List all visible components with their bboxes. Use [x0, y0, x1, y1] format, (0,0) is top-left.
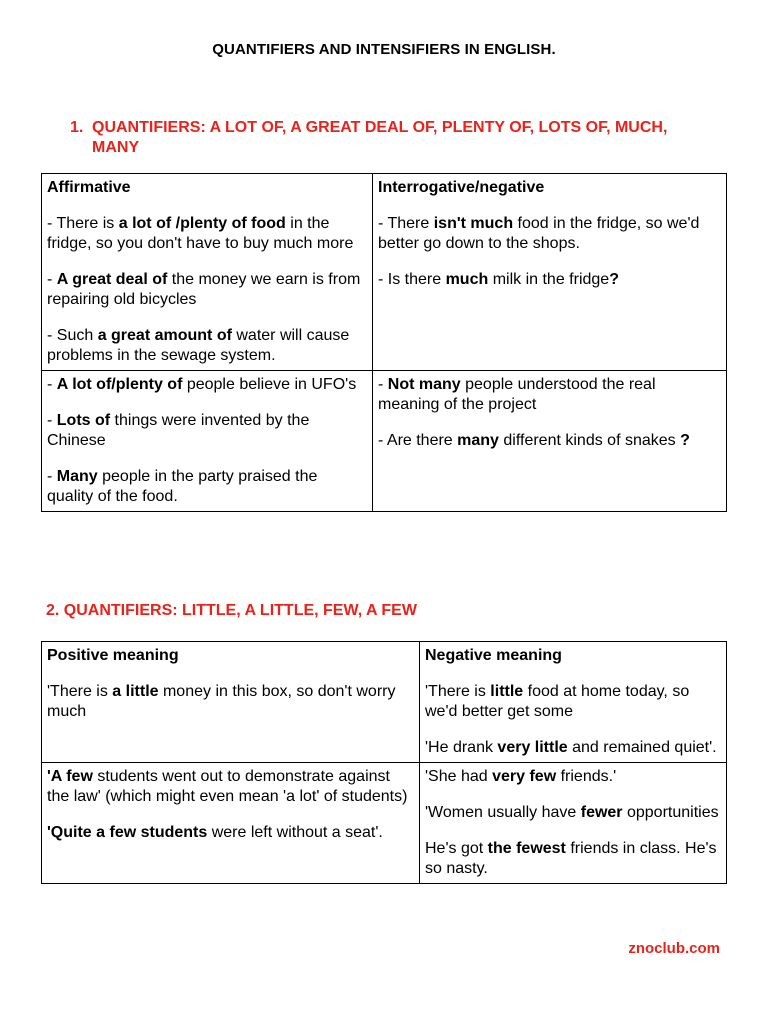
- sentence-text: the money we earn is from repairing old bicycles: [47, 271, 361, 308]
- document-title: QUANTIFIERS AND INTENSIFIERS IN ENGLISH.: [212, 41, 556, 58]
- example-sentence: [425, 803, 721, 823]
- example-sentence: [47, 467, 367, 507]
- table-cell: [42, 174, 373, 371]
- sentence-text: people understood the real meaning of the project: [378, 376, 656, 413]
- example-sentence: [378, 375, 721, 415]
- quantifiers-table-1: [41, 173, 727, 512]
- sentence-text: - There: [378, 215, 434, 232]
- sentence-text: food at home today, so we'd better get some: [425, 683, 690, 720]
- emphasis-text: a lot of /plenty of food: [118, 215, 286, 232]
- example-sentence: [47, 823, 414, 843]
- emphasis-text: Lots of: [56, 412, 111, 429]
- sentence-text: students went out to demonstrate against the law' (which might even mean 'a lot' of students): [47, 768, 408, 805]
- emphasis-text: A great deal of: [56, 271, 168, 288]
- example-sentence: [378, 270, 721, 290]
- sentence-text: friends.': [556, 768, 617, 785]
- table-row: [42, 642, 727, 763]
- sentence-text: friends in class. He's so nasty.: [425, 840, 717, 877]
- example-sentence: [47, 767, 414, 807]
- emphasis-text: A lot of/plenty of: [56, 376, 183, 393]
- example-sentence: [47, 214, 367, 254]
- emphasis-text: a great amount of: [97, 327, 232, 344]
- sentence-text: He's got: [425, 840, 488, 857]
- example-sentence: [47, 270, 367, 310]
- sentence-text: -: [378, 376, 388, 393]
- sentence-text: milk in the fridge: [488, 271, 610, 288]
- section-1-heading-text: QUANTIFIERS: A LOT OF, A GREAT DEAL OF, PLENTY OF, LOTS OF, MUCH, MANY: [92, 119, 668, 156]
- emphasis-text: 'A few: [47, 768, 93, 785]
- sentence-text: 'He drank: [425, 739, 498, 756]
- sentence-text: people believe in UFO's: [182, 376, 357, 393]
- table-cell: [373, 371, 727, 512]
- sentence-text: money in this box, so don't worry much: [47, 683, 396, 720]
- example-sentence: [47, 682, 414, 722]
- sentence-text: -: [47, 412, 57, 429]
- table-cell: [42, 371, 373, 512]
- example-list: [378, 214, 721, 290]
- sentence-text: -: [47, 271, 57, 288]
- sentence-text: -: [47, 376, 57, 393]
- table-cell: [420, 763, 727, 884]
- sentence-text: food in the fridge, so we'd better go down to the shops.: [378, 215, 700, 252]
- column-header-negative-meaning: Negative meaning: [425, 647, 562, 664]
- example-sentence: [425, 839, 721, 879]
- sentence-text: people in the party praised the quality of the food.: [47, 468, 318, 505]
- example-list: [378, 375, 721, 451]
- table-row: [42, 763, 727, 884]
- section-1-number: 1.: [70, 119, 84, 136]
- emphasis-text: very few: [492, 768, 557, 785]
- example-list: [425, 767, 721, 879]
- emphasis-text: Not many: [387, 376, 461, 393]
- emphasis-text: ?: [609, 271, 619, 288]
- section-1-heading: [70, 118, 710, 158]
- sentence-text: in the fridge, so you don't have to buy much more: [47, 215, 354, 252]
- example-list: [47, 214, 367, 366]
- sentence-text: opportunities: [622, 804, 719, 821]
- emphasis-text: a little: [112, 683, 159, 700]
- example-sentence: [378, 431, 721, 451]
- sentence-text: and remained quiet'.: [567, 739, 717, 756]
- table-cell: [42, 763, 420, 884]
- emphasis-text: much: [445, 271, 489, 288]
- column-header-interrogative-negative: Interrogative/negative: [378, 179, 545, 196]
- column-header-affirmative: Affirmative: [47, 179, 131, 196]
- emphasis-text: fewer: [580, 804, 623, 821]
- sentence-text: 'There is: [47, 683, 113, 700]
- emphasis-text: ?: [680, 432, 690, 449]
- footer-site-link[interactable]: znoclub.com: [628, 940, 720, 957]
- example-list: [47, 682, 414, 722]
- sentence-text: were left without a seat'.: [207, 824, 383, 841]
- column-header-positive-meaning: Positive meaning: [47, 647, 179, 664]
- sentence-text: - There is: [47, 215, 119, 232]
- emphasis-text: isn't much: [433, 215, 514, 232]
- sentence-text: 'There is: [425, 683, 491, 700]
- example-sentence: [425, 767, 721, 787]
- sentence-text: different kinds of snakes: [498, 432, 681, 449]
- sentence-text: - Such: [47, 327, 98, 344]
- section-2-heading: 2. QUANTIFIERS: LITTLE, A LITTLE, FEW, A FEW: [46, 602, 417, 619]
- table-cell: [42, 642, 420, 763]
- table-cell: [420, 642, 727, 763]
- emphasis-text: Many: [56, 468, 98, 485]
- example-list: [47, 375, 367, 507]
- emphasis-text: many: [457, 432, 499, 449]
- sentence-text: water will cause problems in the sewage system.: [47, 327, 350, 364]
- sentence-text: - Are there: [378, 432, 458, 449]
- emphasis-text: 'Quite a few students: [47, 824, 208, 841]
- example-list: [47, 767, 414, 843]
- emphasis-text: the fewest: [487, 840, 566, 857]
- emphasis-text: little: [490, 683, 524, 700]
- example-sentence: [425, 682, 721, 722]
- example-sentence: [425, 738, 721, 758]
- example-sentence: [47, 375, 367, 395]
- example-sentence: [47, 411, 367, 451]
- example-list: [425, 682, 721, 758]
- sentence-text: 'Women usually have: [425, 804, 581, 821]
- sentence-text: things were invented by the Chinese: [47, 412, 310, 449]
- example-sentence: [47, 326, 367, 366]
- example-sentence: [378, 214, 721, 254]
- quantifiers-table-2: [41, 641, 727, 884]
- sentence-text: - Is there: [378, 271, 446, 288]
- sentence-text: 'She had: [425, 768, 493, 785]
- table-row: [42, 371, 727, 512]
- table-row: [42, 174, 727, 371]
- emphasis-text: very little: [497, 739, 568, 756]
- sentence-text: -: [47, 468, 57, 485]
- table-cell: [373, 174, 727, 371]
